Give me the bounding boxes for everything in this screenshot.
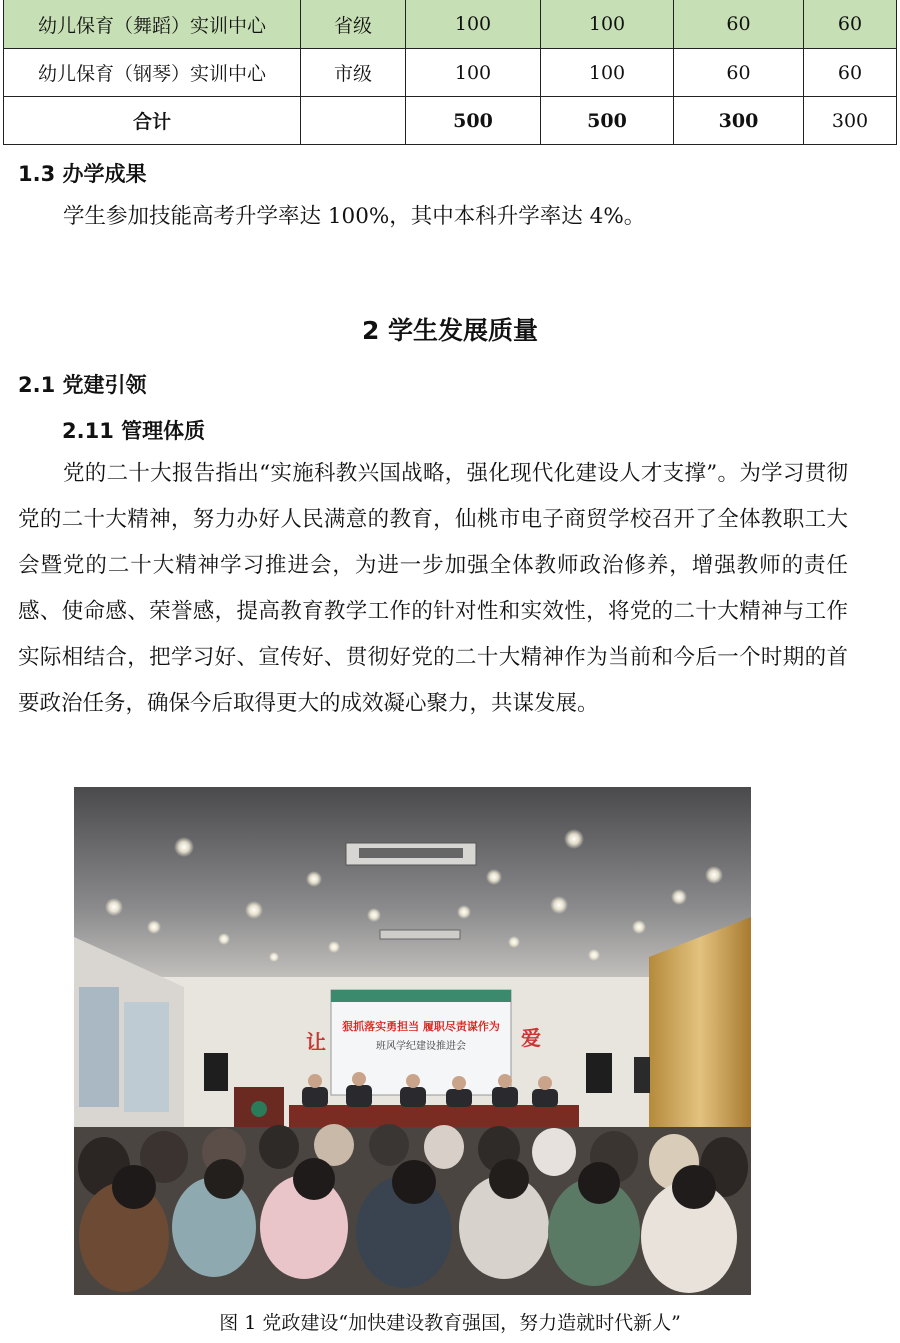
cell-level [301,97,406,145]
cell-value: 100 [406,49,541,97]
cell-value: 100 [406,0,541,49]
cell-value: 60 [674,49,804,97]
meeting-photo [74,787,751,1295]
cell-name: 幼儿保育（钢琴）实训中心 [4,49,301,97]
cell-value: 300 [804,97,897,145]
facilities-table [3,0,897,145]
cell-value: 500 [541,97,674,145]
screen-title: 狠抓落实勇担当 履职尽责谋作为 [342,1020,500,1033]
cell-name: 幼儿保育（舞蹈）实训中心 [4,0,301,49]
section-1-3-text: 学生参加技能高考升学率达 100%，其中本科升学率达 4%。 [63,204,646,229]
figure-caption: 图 1 党政建设“加快建设教育强国，努力造就时代新人” [219,1312,681,1334]
cell-value: 100 [541,0,674,49]
body-paragraph: 党的二十大报告指出“实施科教兴国战略，强化现代化建设人才支撑”。为学习贯彻党的二十大精神，努力办好人民满意的教育，仙桃市电子商贸学校召开了全体教职工大会暨党的二十大精神学习推进会，为进一步加强全体教师政治修养，增强教师的责任感、使命感、荣誉感，提高教育教学工作的针对性和实效性，将党的二十大精神与工作实际相结合，把学习好、宣传好、贯彻好党的二十大精神作为当前和今后一个时期的首要政治任务，确保今后取得更大的成效凝心聚力，共谋发展。 [18,461,848,716]
chapter-heading: 2 学生发展质量 [361,316,539,345]
section-heading-1-3: 1.3 办学成果 [18,162,147,186]
cell-value: 500 [406,97,541,145]
section-heading-2-11: 2.11 管理体质 [62,419,206,443]
cell-value: 300 [674,97,804,145]
cell-value: 100 [541,49,674,97]
cell-value: 60 [674,0,804,49]
cell-value: 60 [804,0,897,49]
table-row [4,49,897,97]
cell-level: 省级 [301,0,406,49]
cell-value: 60 [804,49,897,97]
svg-text:爱: 爱 [521,1026,541,1050]
cell-level: 市级 [301,49,406,97]
table-row [4,0,897,49]
table-total-row [4,97,897,145]
section-heading-2-1: 2.1 党建引领 [18,373,147,397]
screen-subtitle: 班风学纪建设推进会 [376,1041,466,1052]
svg-text:让: 让 [306,1030,326,1054]
cell-total-label: 合计 [4,97,301,145]
